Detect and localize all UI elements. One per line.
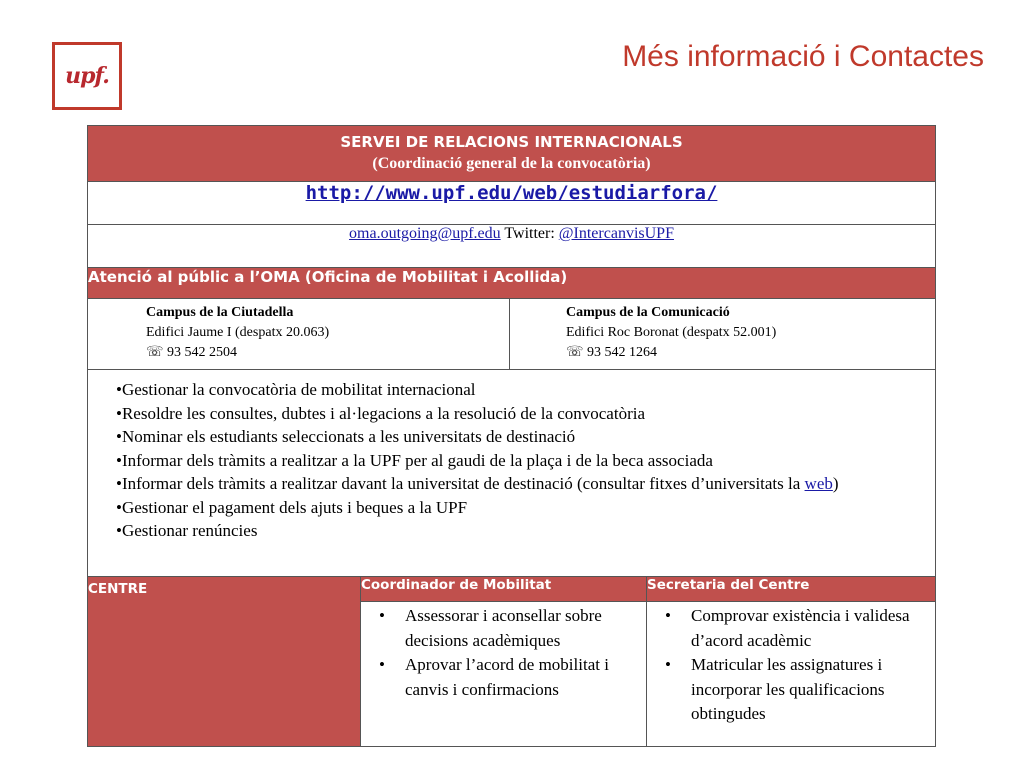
oma-header: Atenció al públic a l’OMA (Oficina de Mobilitat i Acollida) xyxy=(88,268,936,299)
website-cell xyxy=(88,182,936,225)
contact-cell xyxy=(88,225,936,268)
coordinador-list xyxy=(361,602,646,702)
coordinador-cell xyxy=(361,602,647,747)
campus-ciutadella xyxy=(88,299,510,370)
secretaria-list xyxy=(647,602,935,727)
list-item: •Resoldre les consultes, dubtes i al·legacions a la resolució de la convocatòria xyxy=(116,403,646,423)
contacts-table xyxy=(87,125,936,747)
list-item: •Gestionar la convocatòria de mobilitat internacional xyxy=(116,380,476,399)
secretaria-cell xyxy=(647,602,936,747)
coordinador-header: Coordinador de Mobilitat xyxy=(361,577,647,602)
list-item: • Aprovar l’acord de mobilitat i canvis i confirmacions xyxy=(379,653,640,702)
service-subtitle: (Coordinació general de la convocatòria) xyxy=(372,155,651,172)
campus-name: Campus de la Ciutadella xyxy=(146,305,294,320)
secretaria-header: Secretaria del Centre xyxy=(647,577,936,602)
campus-name: Campus de la Comunicació xyxy=(566,305,730,320)
twitter-link[interactable]: @IntercanvisUPF xyxy=(558,225,674,242)
tasks-cell xyxy=(88,370,936,577)
task-text: •Informar dels tràmits a realitzar davant la universitat de destinació (consultar fitxes d’universitats la xyxy=(116,474,805,493)
centre-label: CENTRE xyxy=(88,581,148,597)
tasks-list xyxy=(88,370,935,543)
campus-building: Edifici Roc Boronat (despatx 52.001) xyxy=(566,325,777,340)
web-link[interactable]: web xyxy=(804,474,833,493)
twitter-label: Twitter: xyxy=(504,225,555,242)
campus-phone: ☏ 93 542 1264 xyxy=(566,345,658,360)
campus-building: Edifici Jaume I (despatx 20.063) xyxy=(146,325,330,340)
list-item xyxy=(116,472,927,496)
list-item: •Nominar els estudiants seleccionats a les universitats de destinació xyxy=(116,427,576,446)
list-item: • Assessorar i aconsellar sobre decisions acadèmiques xyxy=(379,604,640,653)
logo-text: upf. xyxy=(65,63,109,89)
service-title: SERVEI DE RELACIONS INTERNACIONALS xyxy=(340,133,683,151)
list-item: •Informar dels tràmits a realitzar a la UPF per al gaudi de la plaça i de la beca associada xyxy=(116,450,713,470)
page-title: Més informació i Contactes xyxy=(622,40,984,73)
list-item: • Matricular les assignatures i incorporar les qualificacions obtingudes xyxy=(665,653,929,727)
list-item: • Comprovar existència i validesa d’acord acadèmic xyxy=(665,604,929,653)
list-item: •Gestionar renúncies xyxy=(116,521,258,540)
upf-logo xyxy=(52,42,122,110)
campus-phone: ☏ 93 542 2504 xyxy=(146,345,238,360)
task-suffix: ) xyxy=(832,474,839,493)
list-item: •Gestionar el pagament dels ajuts i beques a la UPF xyxy=(116,497,468,517)
website-link[interactable]: http://www.upf.edu/web/estudiarfora/ xyxy=(305,182,718,204)
service-header xyxy=(88,126,936,182)
centre-header xyxy=(88,577,361,747)
email-link[interactable]: oma.outgoing@upf.edu xyxy=(349,225,501,242)
campus-comunicacio xyxy=(510,299,936,370)
